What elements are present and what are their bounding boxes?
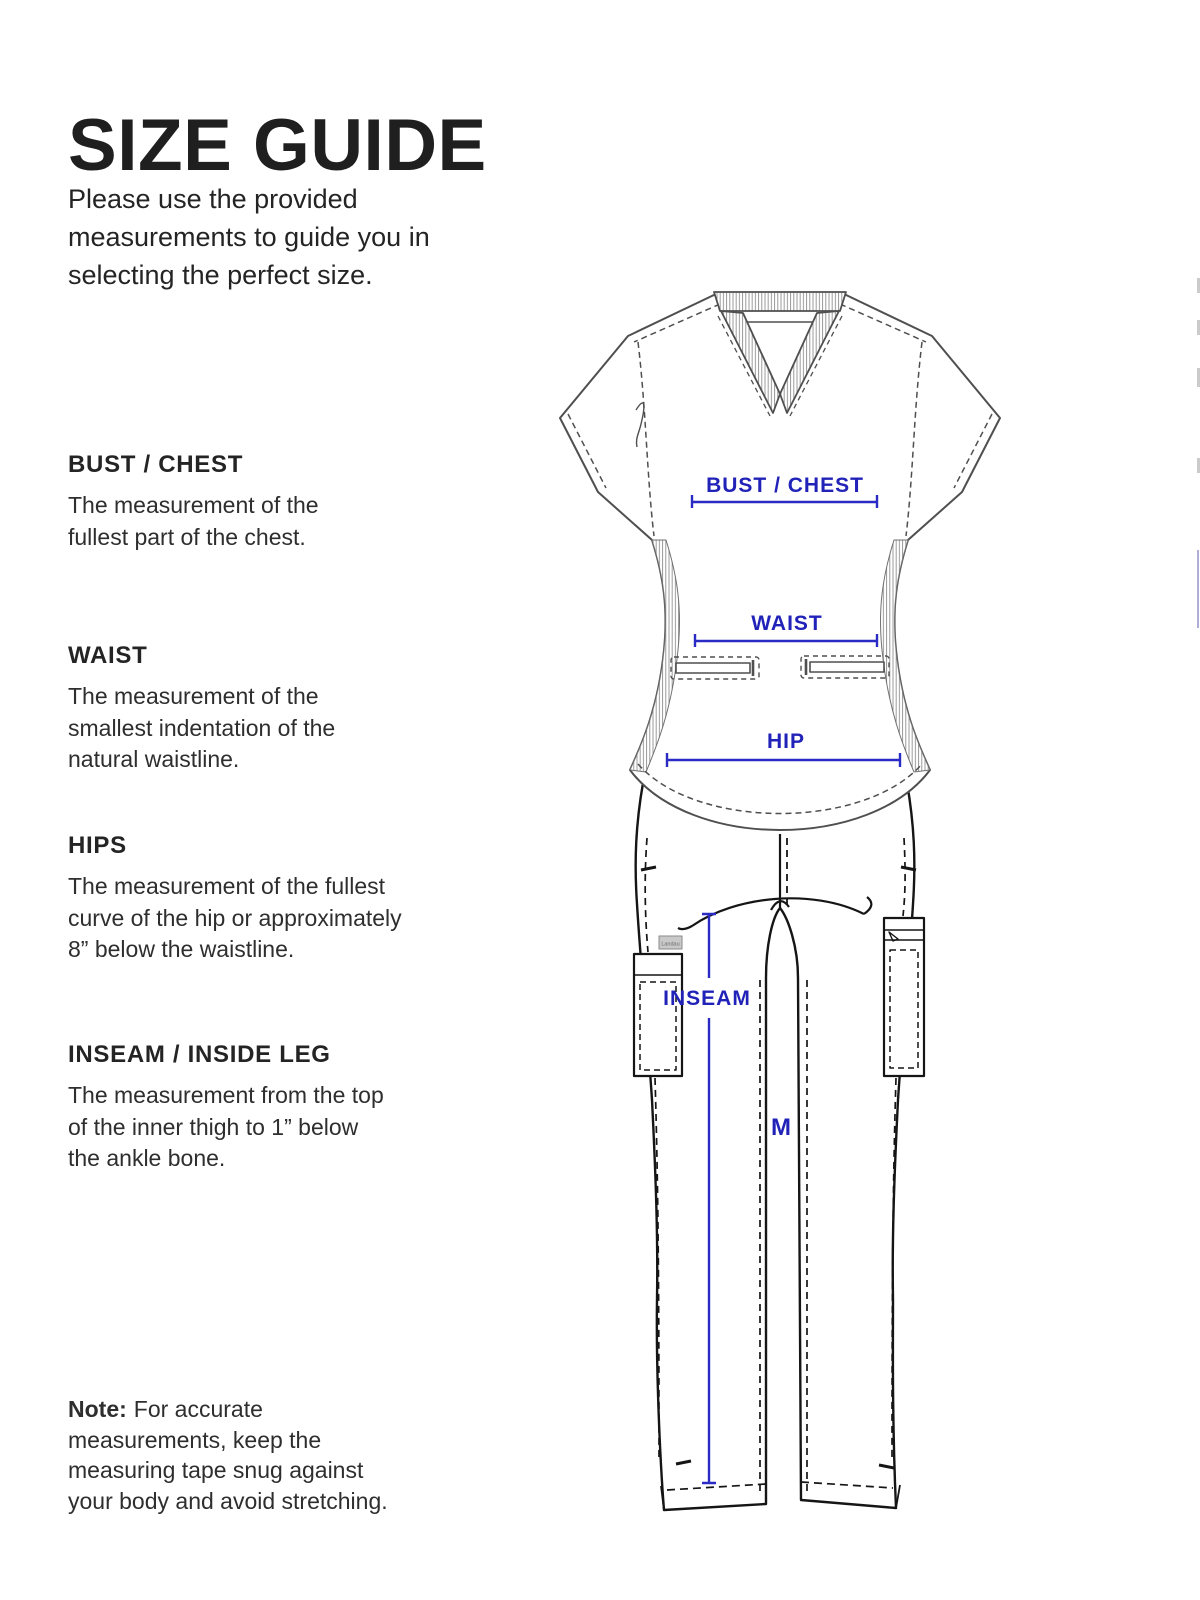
intro-line: selecting the perfect size. — [68, 260, 373, 290]
section-body-line: fullest part of the chest. — [68, 523, 306, 550]
section-body-line: 8” below the waistline. — [68, 936, 295, 962]
right-cargo-pocket — [884, 918, 924, 1076]
section-heading: INSEAM / INSIDE LEG — [68, 1041, 331, 1068]
section-body-line: the ankle bone. — [68, 1145, 226, 1171]
size-letter-label: M — [771, 1114, 791, 1141]
pants-drawing — [634, 783, 924, 1510]
inseam-measure-label: INSEAM — [663, 987, 751, 1010]
section-heading: HIPS — [68, 832, 127, 859]
edge-artifact-blue — [1197, 550, 1199, 628]
note-label: Note: — [68, 1396, 127, 1422]
note-line: For accurate — [133, 1396, 263, 1422]
measurement-note — [68, 1394, 388, 1516]
section-body-line: natural waistline. — [68, 746, 240, 772]
note-line: measuring tape snug against — [68, 1457, 364, 1483]
note-line: measurements, keep the — [68, 1426, 322, 1453]
section-body-line: of the inner thigh to 1” below — [68, 1113, 359, 1140]
bust-measure-label: BUST / CHEST — [706, 474, 864, 497]
section-hips — [68, 833, 402, 966]
intro-line: measurements to guide you in — [68, 222, 430, 252]
section-body-line: The measurement of the — [68, 492, 319, 518]
hip-measure-label: HIP — [766, 730, 806, 753]
size-diagram — [540, 278, 1040, 1538]
section-bust-chest — [68, 452, 319, 553]
section-inseam — [68, 1042, 384, 1175]
page-title: SIZE GUIDE — [68, 104, 487, 186]
intro-text — [68, 180, 430, 294]
section-heading: BUST / CHEST — [68, 451, 244, 478]
pants-outline — [636, 783, 915, 1510]
section-body-line: The measurement of the fullest — [68, 873, 386, 899]
waist-measure-label: WAIST — [751, 612, 823, 635]
section-waist — [68, 643, 335, 776]
section-body-line: The measurement of the — [68, 683, 319, 709]
intro-line: Please use the provided — [68, 184, 358, 214]
section-body-line: The measurement from the top — [68, 1082, 384, 1108]
section-body-line: curve of the hip or approximately — [68, 904, 402, 931]
pocket-tag-text: Landau — [661, 941, 680, 948]
section-heading: WAIST — [68, 642, 148, 669]
section-body-line: smallest indentation of the — [68, 714, 336, 741]
note-line: your body and avoid stretching. — [68, 1487, 388, 1514]
